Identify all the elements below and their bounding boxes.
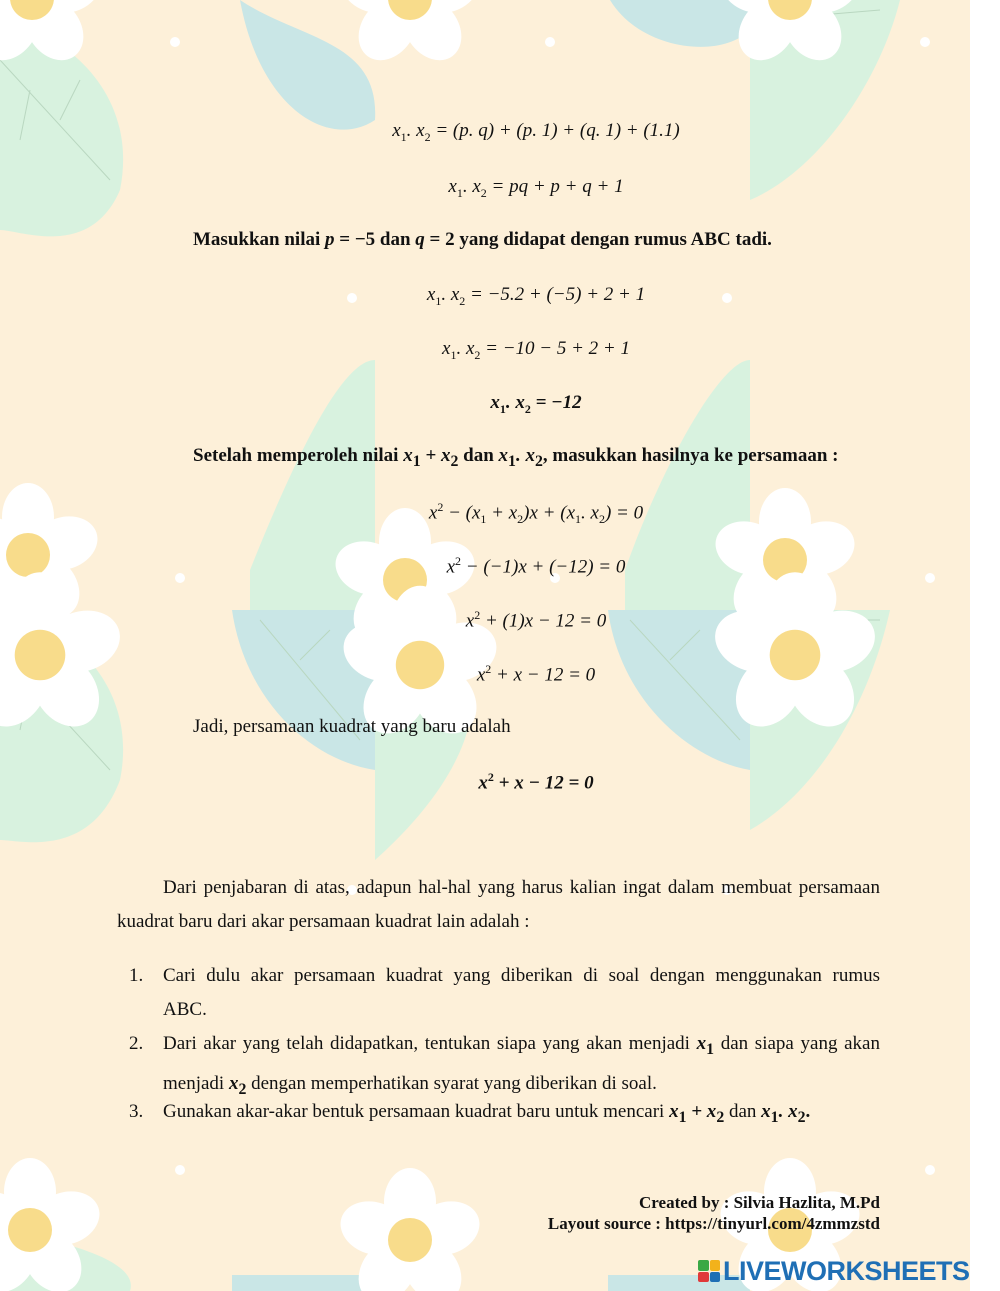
equation-substituted: $x_1$. $x_2 = -5.2 + (-5) + 2 + 1$	[426, 284, 646, 308]
summary-paragraph: Dari penjabaran di atas, adapun hal-hal yang harus kalian ingat dalam membuat persamaan kuadrat baru dari akar persamaan kuadrat lain adalah :	[117, 877, 880, 932]
liveworksheets-logo[interactable]	[698, 1256, 970, 1286]
equation-substitute-sums: $x^2 - (-1)x + (-12) = 0$	[446, 554, 626, 578]
credit-layout-source: Layout source : https://tinyurl.com/4zmmzstd	[547, 1214, 880, 1233]
equation-product-expansion: $x_1$. $x_2 = (p$. q) + (p. 1) + (q. 1) + (1.1)	[392, 120, 680, 144]
equation-product-result: $x_1$. $x_2 = -12$	[490, 392, 582, 416]
worksheet-content: $x_1$. $x_2 = (p$. q) + (p. 1) + (q. 1) + (1.1) $x_1$. $x_2$ = pq + p + q + 1 Masukkan nilai p = −5 dan q = 2 yang didapat dengan rumus ABC tadi. $x_1$. $x_2 = -5.2 + (-5) + 2 + 1$ $x_1$. $x_2 = -10 - 5 + 2 + 1$ $x_1$. $x_2 = -12$ Setelah memperoleh nilai $x_1 + x_2$ dan $x_1$. $x_2$, masukkan hasilnya ke persamaan : $x^2 - (x_1 + x_2)x + (x_1$. $x_2) = 0$ $x^2 - (-1)x + (-12) = 0$ $x^2 + (1)x - 12 = 0$ $x^2 + x - 12 = 0$ Jadi, persamaan kuadrat yang baru adalah $x^2 + x - 12 = 0$ Dari penjabaran di atas, adapun hal-hal yang harus kalian ingat dalam membuat persamaan kuadrat baru dari akar persamaan kuadrat lain adalah : 1. Cari dulu akar persamaan kuadrat yang diberikan di soal dengan menggunakan rumus ABC. 2. Dari akar yang telah didapatkan, tentukan siapa yang akan menjadi $x_1$ dan siapa yang akan menjadi $x_2$ dengan memperhatikan syarat yang diberikan di soal. 3. Gunakan akar-akar bentuk persamaan kuadrat baru untuk mencari $x_1 + x_2$ dan $x_1$. $x_2$. Created by : Silvia Hazlita, M.Pd Layout source : https://tinyurl.com/4zmmzstd	[0, 0, 970, 1291]
instruction-substitute-values: Masukkan nilai p = −5 dan q = 2 yang didapat dengan rumus ABC tadi.	[193, 229, 772, 250]
equation-product-simplified: $x_1$. $x_2$ = pq + p + q + 1	[448, 176, 624, 200]
liveworksheets-logo-icon	[698, 1260, 720, 1282]
equation-final-step: $x^2 + x - 12 = 0$	[476, 662, 596, 686]
instruction-insert-results: Setelah memperoleh nilai $x_1 + x_2$ dan $x_1$. $x_2$, masukkan hasilnya ke persamaan :	[193, 445, 839, 470]
liveworksheets-wordmark: LIVEWORKSHEETS	[723, 1255, 970, 1286]
credit-author: Created by : Silvia Hazlita, M.Pd	[639, 1193, 880, 1212]
conclusion-text: Jadi, persamaan kuadrat yang baru adalah	[193, 716, 511, 737]
equation-general-form: $x^2 - (x_1 + x_2)x + (x_1$. $x_2) = 0$	[428, 500, 644, 527]
equation-final-answer: $x^2 + x - 12 = 0$	[478, 770, 594, 794]
equation-computed: $x_1$. $x_2 = -10 - 5 + 2 + 1$	[442, 338, 630, 362]
equation-simplify-step: $x^2 + (1)x - 12 = 0$	[465, 608, 607, 632]
